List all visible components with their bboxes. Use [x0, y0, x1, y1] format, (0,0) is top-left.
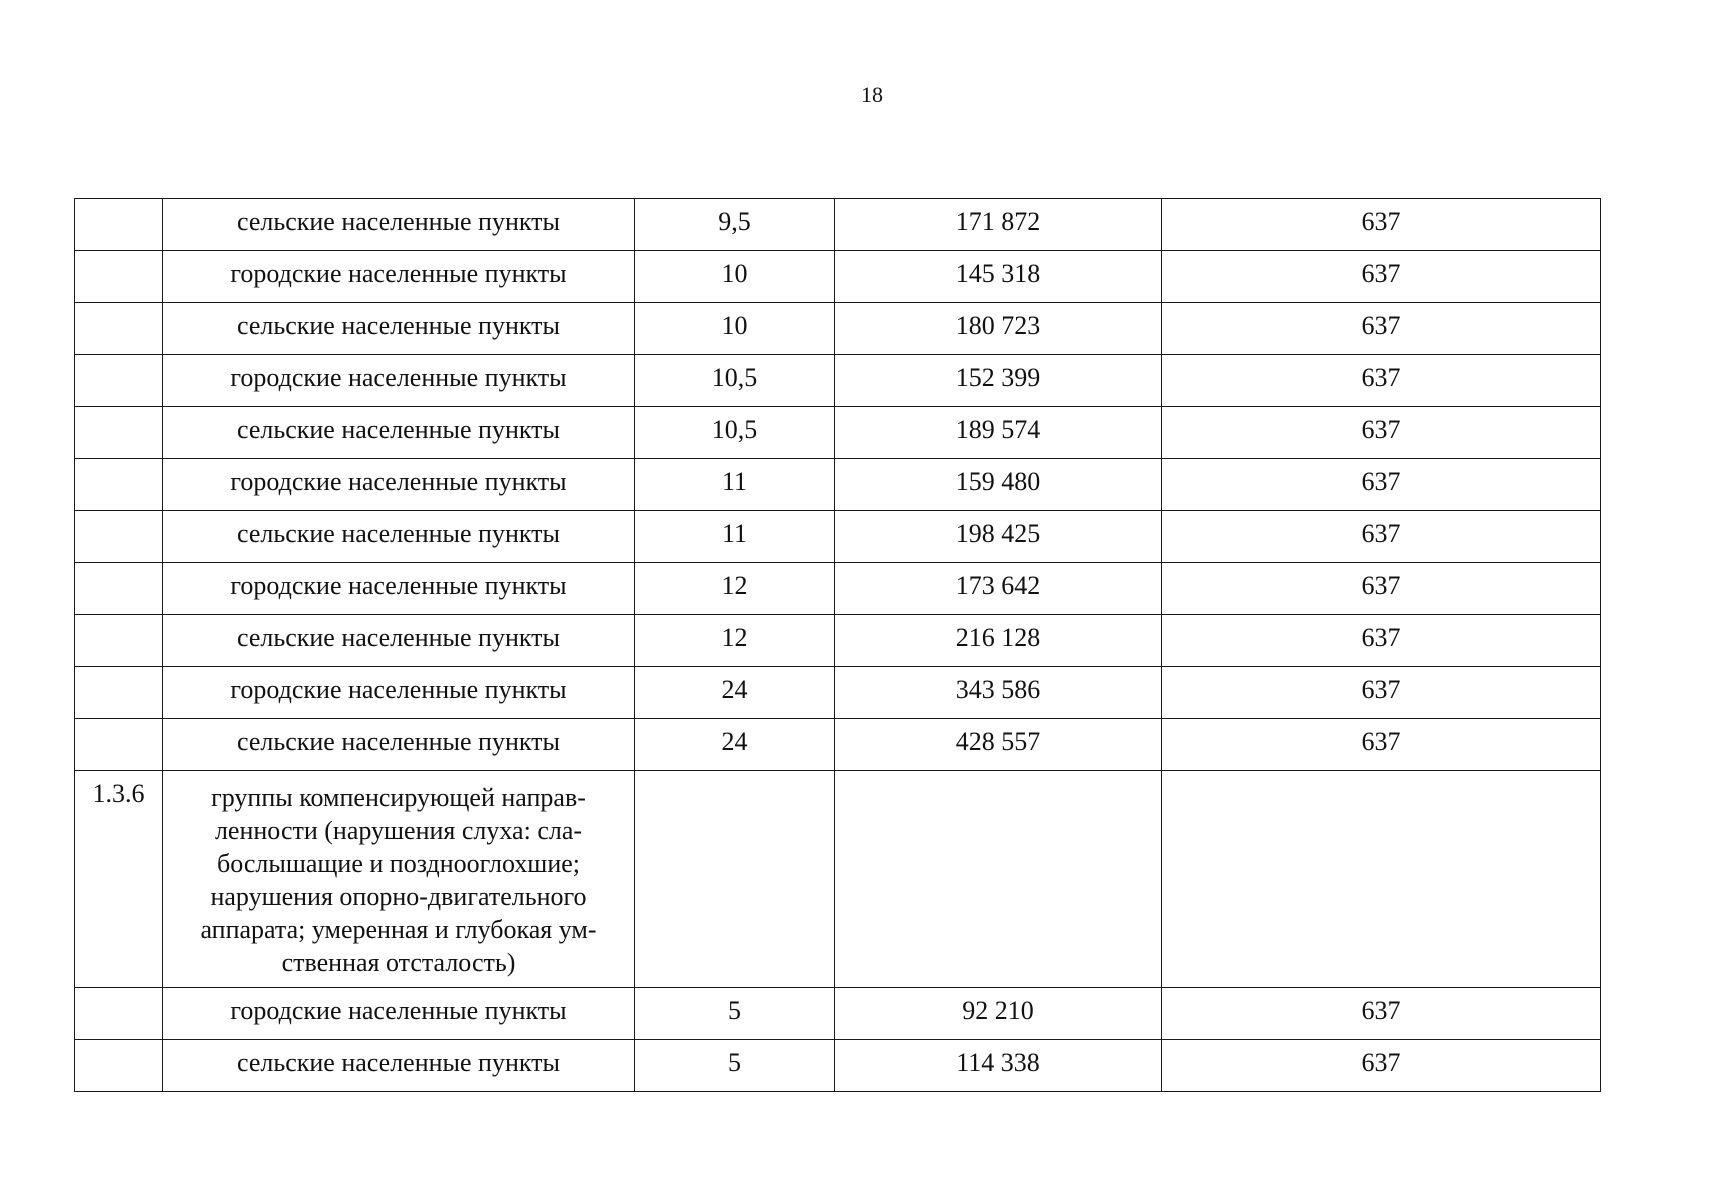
code-cell: 637	[1162, 407, 1601, 459]
amount-cell: 159 480	[835, 459, 1162, 511]
amount-cell: 343 586	[835, 667, 1162, 719]
table-row	[75, 719, 1601, 771]
code-cell: 637	[1162, 251, 1601, 303]
amount-cell	[835, 771, 1162, 988]
table-row	[75, 355, 1601, 407]
table-row	[75, 615, 1601, 667]
table-row	[75, 407, 1601, 459]
description-line: ленности (нарушения слуха: сла-	[214, 816, 583, 845]
row-number-cell	[75, 355, 163, 407]
code-cell: 637	[1162, 459, 1601, 511]
amount-cell: 171 872	[835, 199, 1162, 251]
amount-cell: 152 399	[835, 355, 1162, 407]
amount-cell: 189 574	[835, 407, 1162, 459]
row-number-cell	[75, 251, 163, 303]
tariff-table	[74, 198, 1601, 1092]
value-cell: 11	[635, 511, 835, 563]
code-cell: 637	[1162, 199, 1601, 251]
row-number-cell	[75, 615, 163, 667]
row-number-cell	[75, 303, 163, 355]
settlement-type-cell: городские населенные пункты	[163, 251, 635, 303]
table-row	[75, 563, 1601, 615]
amount-cell: 428 557	[835, 719, 1162, 771]
settlement-type-cell: городские населенные пункты	[163, 667, 635, 719]
value-cell: 24	[635, 719, 835, 771]
code-cell: 637	[1162, 615, 1601, 667]
amount-cell: 145 318	[835, 251, 1162, 303]
description-line: группы компенсирующей направ-	[211, 783, 586, 812]
row-number-cell	[75, 1040, 163, 1092]
table-row	[75, 303, 1601, 355]
row-number-cell	[75, 563, 163, 615]
code-cell	[1162, 771, 1601, 988]
table-row-group-header	[75, 771, 1601, 988]
value-cell: 9,5	[635, 199, 835, 251]
description-line: нарушения опорно-двигательного	[210, 882, 587, 911]
amount-cell: 173 642	[835, 563, 1162, 615]
amount-cell: 92 210	[835, 988, 1162, 1040]
table-row	[75, 988, 1601, 1040]
row-number-cell	[75, 719, 163, 771]
amount-cell: 198 425	[835, 511, 1162, 563]
settlement-type-cell: сельские населенные пункты	[163, 1040, 635, 1092]
code-cell: 637	[1162, 719, 1601, 771]
code-cell: 637	[1162, 1040, 1601, 1092]
code-cell: 637	[1162, 563, 1601, 615]
table-row	[75, 199, 1601, 251]
value-cell: 24	[635, 667, 835, 719]
description-line: бослышащие и позднооглохшие;	[216, 849, 581, 878]
table-row	[75, 459, 1601, 511]
code-cell: 637	[1162, 511, 1601, 563]
code-cell: 637	[1162, 303, 1601, 355]
table-row	[75, 667, 1601, 719]
table-row	[75, 511, 1601, 563]
value-cell: 12	[635, 615, 835, 667]
value-cell: 10,5	[635, 355, 835, 407]
settlement-type-cell: сельские населенные пункты	[163, 511, 635, 563]
row-number-cell	[75, 459, 163, 511]
row-number-cell: 1.3.6	[75, 771, 163, 988]
row-number-cell	[75, 667, 163, 719]
value-cell: 11	[635, 459, 835, 511]
settlement-type-cell: городские населенные пункты	[163, 563, 635, 615]
row-number-cell	[75, 407, 163, 459]
group-description-cell	[163, 771, 635, 988]
value-cell: 10	[635, 303, 835, 355]
settlement-type-cell: сельские населенные пункты	[163, 615, 635, 667]
value-cell: 5	[635, 988, 835, 1040]
value-cell: 10,5	[635, 407, 835, 459]
amount-cell: 114 338	[835, 1040, 1162, 1092]
description-line: аппарата; умеренная и глубокая ум-	[200, 915, 597, 944]
value-cell: 10	[635, 251, 835, 303]
settlement-type-cell: сельские населенные пункты	[163, 303, 635, 355]
settlement-type-cell: сельские населенные пункты	[163, 719, 635, 771]
page-number: 18	[861, 82, 883, 107]
settlement-type-cell: сельские населенные пункты	[163, 199, 635, 251]
code-cell: 637	[1162, 988, 1601, 1040]
settlement-type-cell: городские населенные пункты	[163, 355, 635, 407]
settlement-type-cell: сельские населенные пункты	[163, 407, 635, 459]
row-number-cell	[75, 199, 163, 251]
settlement-type-cell: городские населенные пункты	[163, 459, 635, 511]
code-cell: 637	[1162, 355, 1601, 407]
settlement-type-cell: городские населенные пункты	[163, 988, 635, 1040]
row-number-cell	[75, 511, 163, 563]
amount-cell: 216 128	[835, 615, 1162, 667]
value-cell: 5	[635, 1040, 835, 1092]
row-number-cell	[75, 988, 163, 1040]
code-cell: 637	[1162, 667, 1601, 719]
amount-cell: 180 723	[835, 303, 1162, 355]
table-row	[75, 251, 1601, 303]
value-cell: 12	[635, 563, 835, 615]
table-row	[75, 1040, 1601, 1092]
value-cell	[635, 771, 835, 988]
description-line: ственная отсталость)	[281, 948, 516, 977]
